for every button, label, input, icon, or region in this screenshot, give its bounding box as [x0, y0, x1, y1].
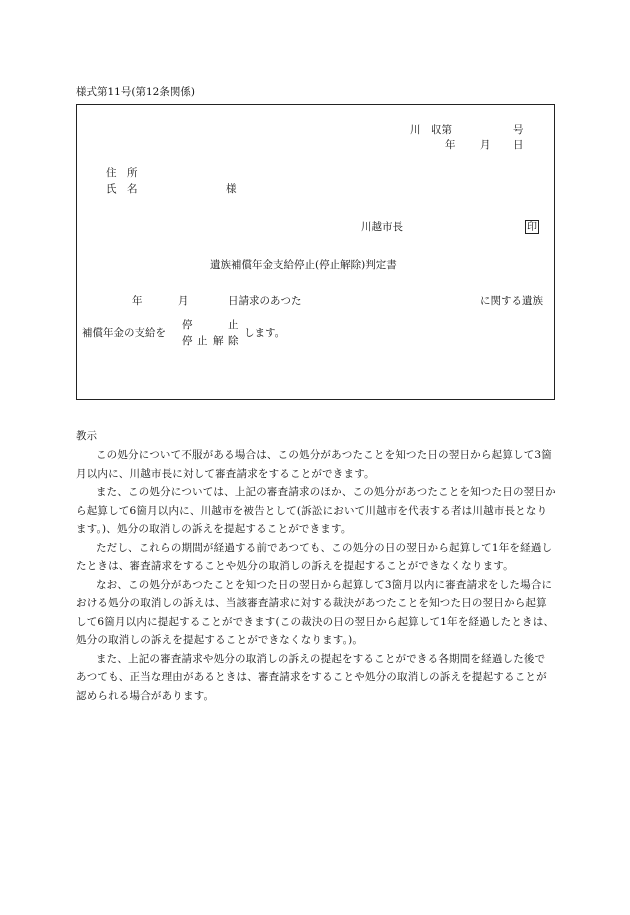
option-release-top: 止 — [228, 319, 239, 331]
notice-paragraph: また、この処分については、上記の審査請求のほか、この処分があつたことを知つた日の翌日から起算して6箇月以内に、川越市を被告として(訴訟において川越市を代表する者は川越市長となります。)、処分の取消しの訴えを提起することができます。 — [76, 486, 556, 535]
document-title: 遺族補償年金支給停止(停止解除)判定書 — [210, 259, 397, 271]
seal-mark: 印 — [527, 222, 537, 233]
issuer-title: 川越市長 — [361, 221, 403, 233]
notice-body — [76, 446, 556, 705]
date-day: 日 — [513, 139, 524, 151]
notice-paragraph: ただし、これらの期間が経過する前であつても、この処分の日の翌日から起算して1年を経過したときは、審査請求をすることや処分の取消しの訴えを提起することができなくなります。 — [76, 541, 553, 572]
honorific: 様 — [226, 183, 237, 195]
option-stop-bottom: 停 — [182, 335, 193, 347]
notice-heading: 教示 — [76, 430, 97, 442]
date-year: 年 — [445, 139, 456, 151]
option-release-bottom2: 除 — [228, 335, 239, 347]
body-month: 月 — [178, 295, 189, 307]
body-day-text: 日請求のあつた — [228, 295, 302, 307]
body-year: 年 — [132, 295, 143, 307]
form-number-label: 様式第11号(第12条関係) — [76, 86, 195, 98]
notice-paragraph: この処分について不服がある場合は、この処分があつたことを知つた日の翌日から起算して3箇月以内に、川越市長に対して審査請求をすることができます。 — [76, 449, 553, 480]
doc-number-suffix: 号 — [513, 124, 524, 136]
option-mid-bottom: 止 — [197, 335, 208, 347]
doc-number-prefix: 川 収第 — [410, 124, 452, 136]
notice-paragraph: また、上記の審査請求や処分の取消しの訴えの提起をすることができる各期間を経過した後であつても、正当な理由があるときは、審査請求をすることや処分の取消しの訴えを提起することが認められる場合があります。 — [76, 652, 547, 702]
name-label: 氏 名 — [106, 183, 138, 195]
body-line2-end: します。 — [244, 327, 286, 339]
body-line2-start: 補償年金の支給を — [82, 327, 166, 339]
notice-paragraph: なお、この処分があつたことを知つた日の翌日から起算して3箇月以内に審査請求をした場合における処分の取消しの訴えは、当該審査請求に対する裁決があつたことを知つた日の翌日から起算して6箇月以内に提起することができます(この裁決の日の翌日から起算して1年を経過したときは、処分の取消しの訴えを提起することができなくなります。)。 — [76, 578, 555, 646]
option-release-bottom: 解 — [213, 335, 224, 347]
option-stop-top: 停 — [182, 319, 193, 331]
body-tail: に関する遺族 — [480, 295, 543, 307]
date-month: 月 — [480, 139, 491, 151]
address-label: 住 所 — [106, 167, 138, 179]
